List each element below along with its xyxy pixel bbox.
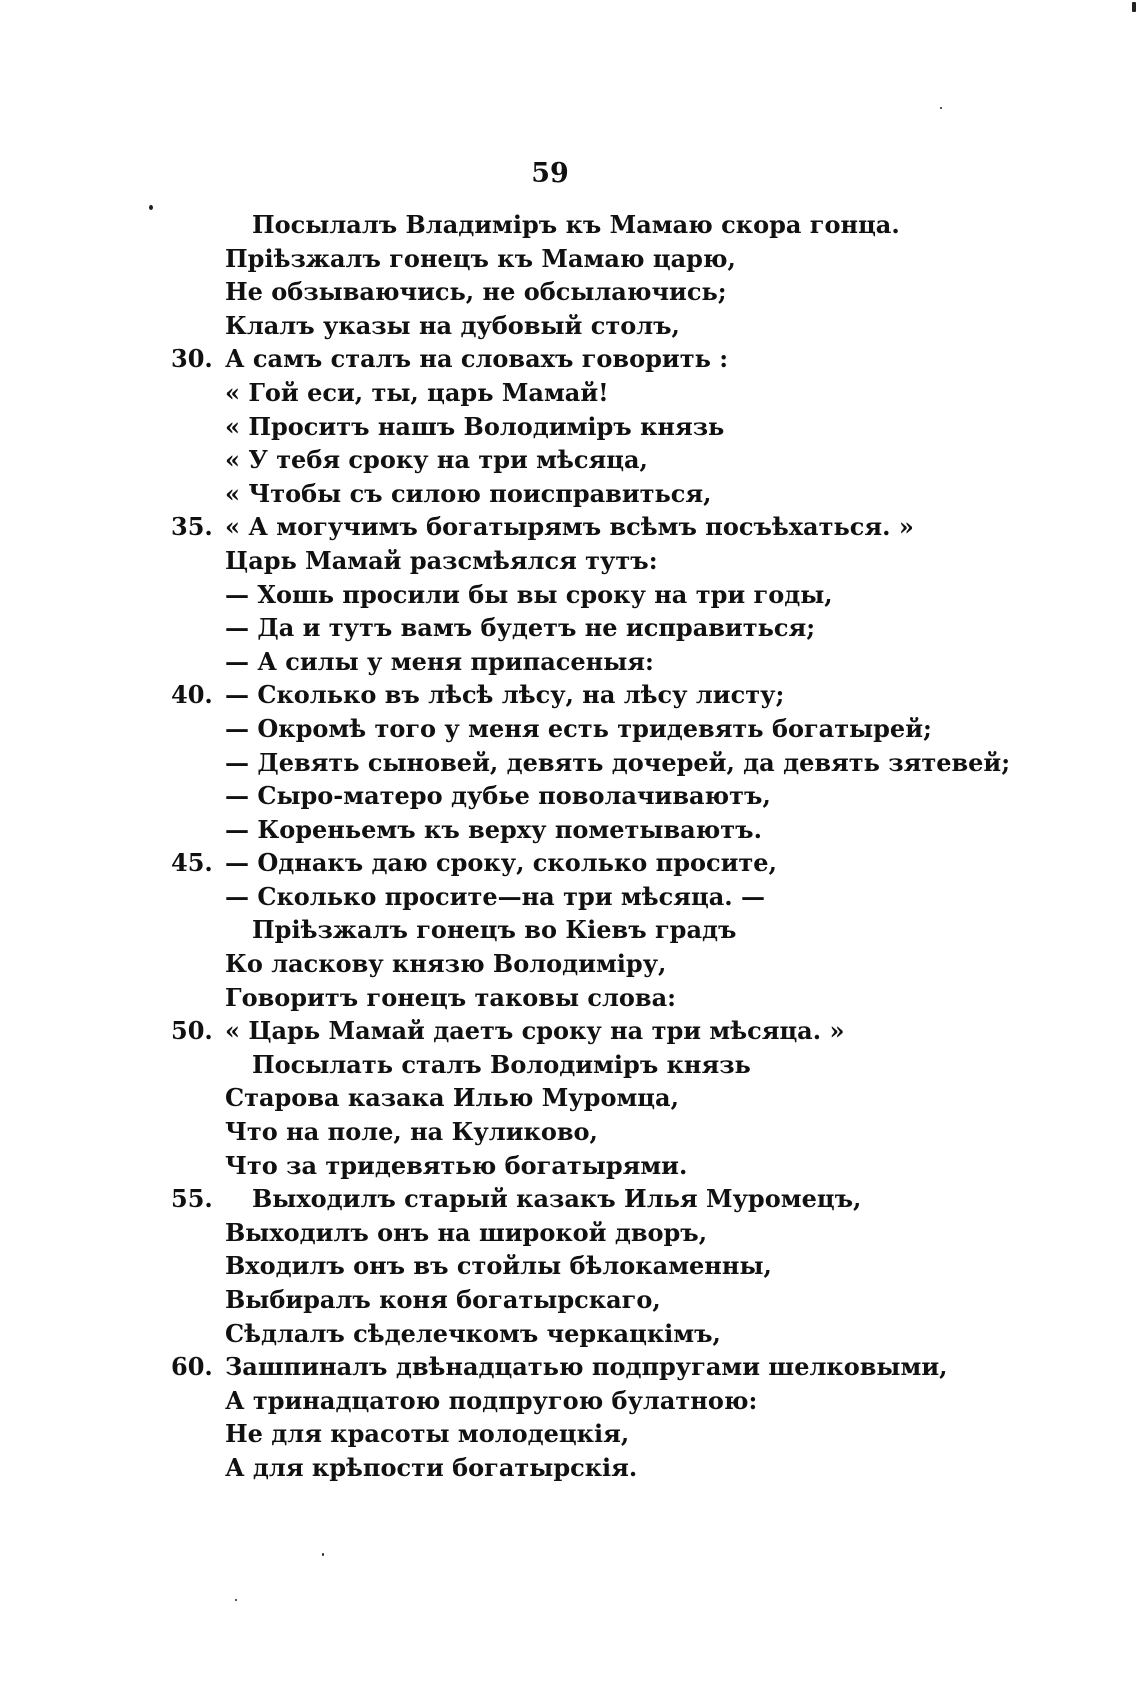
poem-line — [0, 712, 1140, 746]
print-speck — [149, 205, 153, 210]
line-text: — А силы у меня припасеныя: — [225, 646, 654, 676]
poem-line — [0, 981, 1140, 1015]
line-text: Клалъ указы на дубовый столъ, — [225, 310, 680, 340]
poem-line — [0, 611, 1140, 645]
line-text: « Гой еси, ты, царь Мамай! — [225, 377, 609, 407]
line-number: 50. — [171, 1016, 213, 1046]
line-number: 45. — [171, 848, 213, 878]
line-text: « Проситъ нашъ Володиміръ князь — [225, 411, 725, 441]
line-text: « Чтобы съ силою поисправиться, — [225, 478, 712, 508]
line-number: 30. — [171, 344, 213, 374]
poem-line — [0, 779, 1140, 813]
poem-line — [0, 1417, 1140, 1451]
poem-line — [0, 1014, 1140, 1048]
line-text: Сѣдлалъ сѣделечкомъ черкацкімъ, — [225, 1318, 721, 1348]
line-text: Посылалъ Владиміръ къ Мамаю скора гонца. — [252, 210, 900, 239]
line-text: Не для красоты молодецкія, — [225, 1419, 630, 1449]
line-text: — Окромѣ того у меня есть тридевять богатырей; — [225, 713, 932, 743]
poem-line — [0, 1317, 1140, 1351]
line-text: Что на поле, на Куликово, — [225, 1117, 598, 1147]
poem-line — [0, 242, 1140, 276]
line-text: « У тебя сроку на три мѣсяца, — [225, 445, 648, 475]
line-number: 35. — [171, 512, 213, 542]
line-number: 40. — [171, 680, 213, 710]
poem-line — [0, 1115, 1140, 1149]
line-text: Не обзываючись, не обсылаючись; — [225, 277, 727, 307]
poem-line — [0, 1081, 1140, 1115]
line-text: — Сколько просите—на три мѣсяца. — — [225, 881, 765, 911]
print-speck — [235, 1599, 237, 1601]
poem-line — [0, 913, 1140, 947]
poem-text — [0, 208, 1140, 1485]
poem-line — [0, 1048, 1140, 1082]
poem-line — [0, 1350, 1140, 1384]
poem-line — [0, 309, 1140, 343]
line-text: « Царь Мамай даетъ сроку на три мѣсяца. » — [225, 1016, 845, 1046]
poem-line — [0, 813, 1140, 847]
line-text: Царь Мамай разсмѣялся тутъ: — [225, 545, 658, 575]
line-text: — Сыро-матеро дубье поволачиваютъ, — [225, 781, 771, 811]
poem-line — [0, 1384, 1140, 1418]
line-text: Входилъ онъ въ стойлы бѣлокаменны, — [225, 1251, 772, 1281]
line-text: Пріѣзжалъ гонецъ къ Мамаю царю, — [225, 243, 736, 273]
line-number: 60. — [171, 1352, 213, 1382]
poem-line — [0, 477, 1140, 511]
line-text: — Однакъ даю сроку, сколько просите, — [225, 848, 777, 878]
line-text: А тринадцатою подпругою булатною: — [225, 1385, 758, 1415]
line-number: 55. — [171, 1184, 213, 1214]
line-text: Выбиралъ коня богатырскаго, — [225, 1285, 661, 1314]
line-text: « А могучимъ богатырямъ всѣмъ посъѣхаться. » — [225, 512, 914, 542]
poem-line — [0, 208, 1140, 242]
poem-line — [0, 376, 1140, 410]
line-text: Зашпиналъ двѣнадцатью подпругами шелковыми, — [225, 1352, 948, 1382]
poem-line — [0, 578, 1140, 612]
line-text: А для крѣпости богатырскія. — [225, 1452, 638, 1482]
line-text: — Да и тутъ вамъ будетъ не исправиться; — [225, 613, 816, 643]
line-text: — Кореньемъ къ верху пометываютъ. — [225, 814, 762, 844]
line-text: Что за тридевятью богатырями. — [225, 1150, 688, 1180]
print-speck — [322, 1553, 324, 1556]
poem-line — [0, 544, 1140, 578]
poem-line — [0, 1216, 1140, 1250]
line-text: Выходилъ онъ на широкой дворъ, — [225, 1217, 708, 1247]
line-text: — Сколько въ лѣсѣ лѣсу, на лѣсу листу; — [225, 680, 785, 710]
poem-line — [0, 846, 1140, 880]
poem-line — [0, 880, 1140, 914]
poem-line — [0, 678, 1140, 712]
poem-line — [0, 275, 1140, 309]
poem-line — [0, 1149, 1140, 1183]
poem-line — [0, 410, 1140, 444]
line-text: Старова казака Илью Муромца, — [225, 1083, 679, 1113]
poem-line — [0, 342, 1140, 376]
line-text: Говоритъ гонецъ таковы слова: — [225, 982, 677, 1012]
poem-line — [0, 1182, 1140, 1216]
poem-line — [0, 1283, 1140, 1317]
poem-line — [0, 443, 1140, 477]
poem-line — [0, 1451, 1140, 1485]
line-text: Ко ласкову князю Володиміру, — [225, 949, 667, 979]
poem-line — [0, 645, 1140, 679]
line-text: Посылать сталъ Володиміръ князь — [252, 1049, 751, 1079]
line-text: — Девять сыновей, девять дочерей, да девять зятевей; — [225, 747, 1011, 777]
page-number: 59 — [531, 158, 569, 189]
line-text: Пріѣзжалъ гонецъ во Кіевъ градъ — [252, 915, 737, 945]
line-text: А самъ сталъ на словахъ говорить : — [225, 344, 729, 374]
poem-line — [0, 746, 1140, 780]
print-speck — [940, 107, 942, 109]
poem-line — [0, 1249, 1140, 1283]
line-text: — Хошь просили бы вы сроку на три годы, — [225, 579, 833, 609]
poem-line — [0, 510, 1140, 544]
poem-line — [0, 947, 1140, 981]
print-speck — [1132, 2, 1136, 12]
line-text: Выходилъ старый казакъ Илья Муромецъ, — [252, 1184, 862, 1214]
